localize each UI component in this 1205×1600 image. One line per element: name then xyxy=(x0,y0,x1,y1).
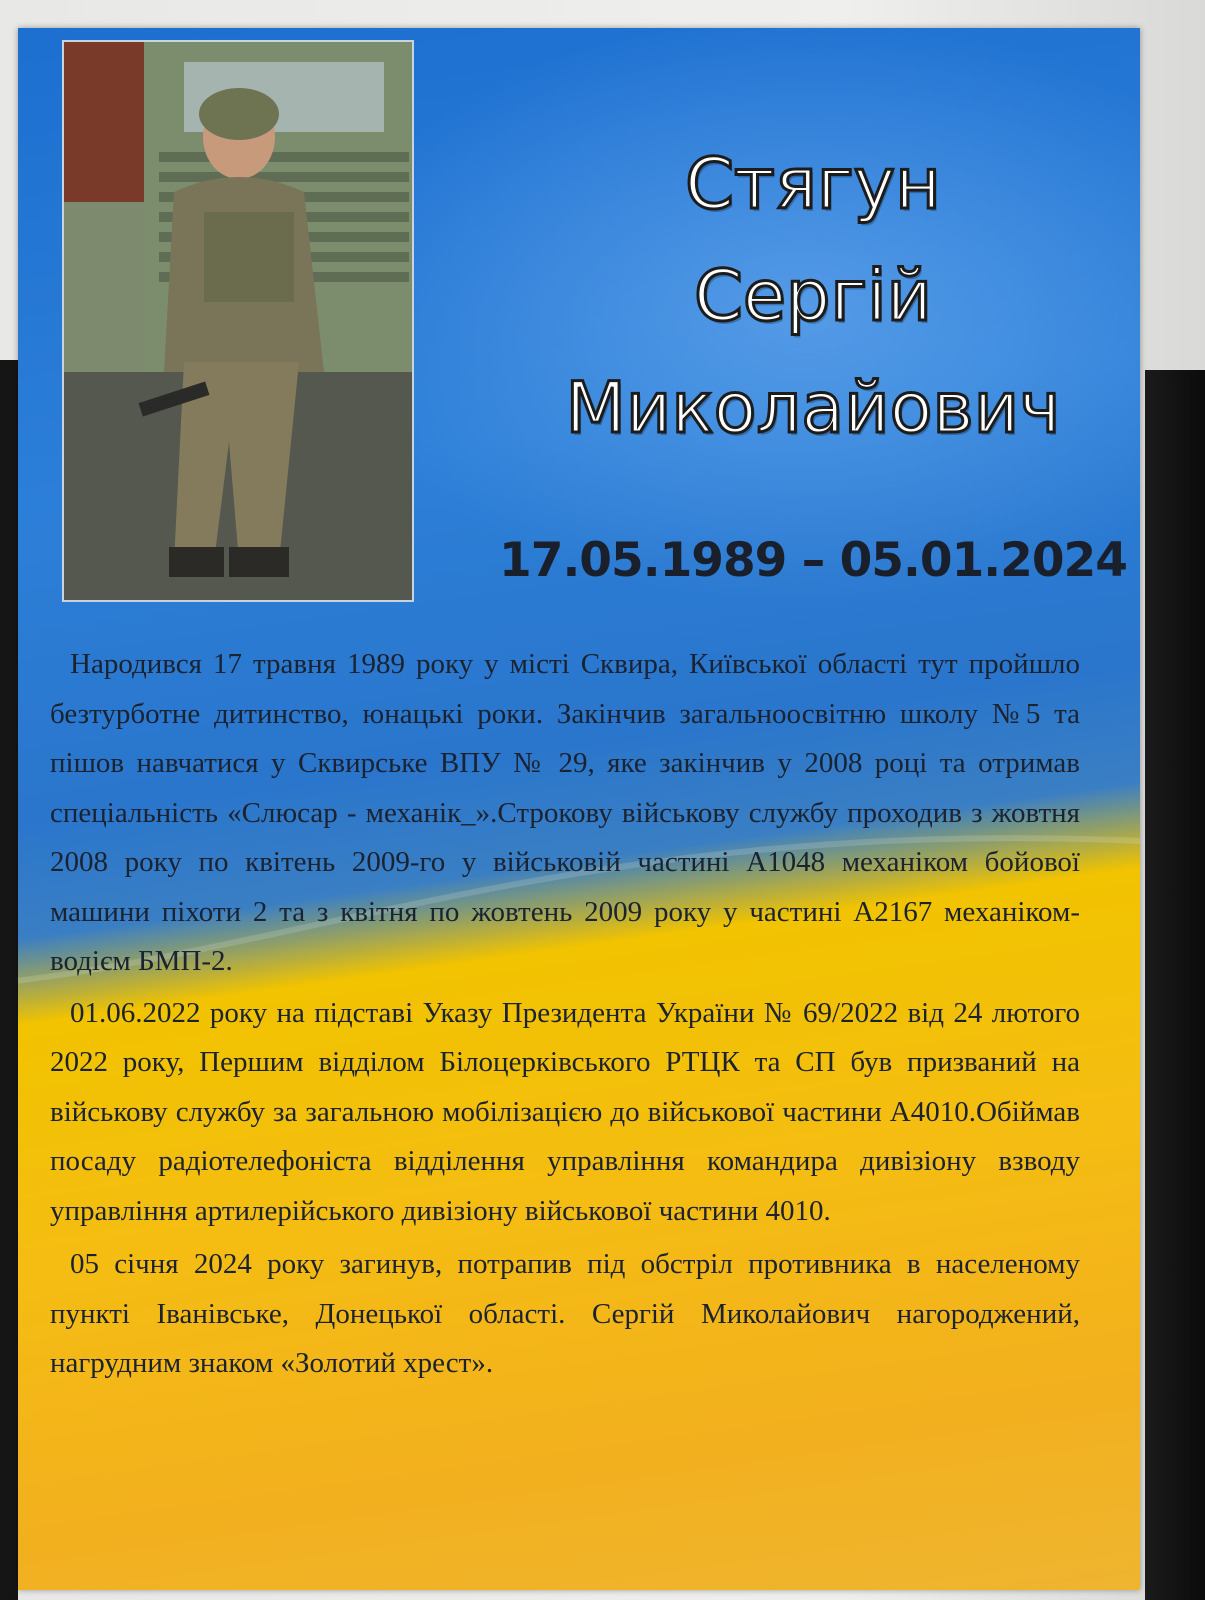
patronymic: Миколайович xyxy=(565,367,1061,449)
soldier-photo xyxy=(62,40,414,602)
biography-paragraph-3: 05 січня 2024 року загинув, потрапив під обстріл противника в населеному пункті Іванівське, Донецької області. Сергій Миколайович нагороджений, нагрудним знаком «Золотий хрест». xyxy=(50,1248,1080,1379)
background-dark-left xyxy=(0,360,18,1600)
full-name xyxy=(488,128,1138,464)
biography xyxy=(50,640,1080,1389)
first-name: Сергій xyxy=(693,255,933,337)
soldier-portrait-icon xyxy=(64,42,412,600)
biography-paragraph-1: Народився 17 травня 1989 року у місті Сквира, Київської області тут пройшло безтурботне дитинство, юнацькі роки. Закінчив загальноосвітню школу №5 та пішов навчатися у Сквирське ВПУ № 29, яке закінчив у 2008 році та отримав спеціальність «Слюсар - механік_».Строкову військову службу проходив з жовтня 2008 року по квітень 2009-го у військовій частині А1048 механіком бойової машини піхоти 2 та з квітня по жовтень 2009 року у частині А2167 механіком-водієм БМП-2. xyxy=(50,648,1080,977)
life-dates: 17.05.1989 – 05.01.2024 xyxy=(499,533,1127,588)
biography-paragraph-2: 01.06.2022 року на підставі Указу Президента України № 69/2022 від 24 лютого 2022 року, Першим відділом Білоцерківського РТЦК та СП був призваний на військову службу за загальною мобілізацією до військової частини А4010.Обіймав посаду радіотелефоніста відділення управління командира дивізіону взводу управління артилерійського дивізіону військової частини 4010. xyxy=(50,996,1080,1227)
background-dark-right xyxy=(1145,370,1205,1600)
surname: Стягун xyxy=(685,143,941,225)
memorial-poster xyxy=(18,28,1140,1590)
